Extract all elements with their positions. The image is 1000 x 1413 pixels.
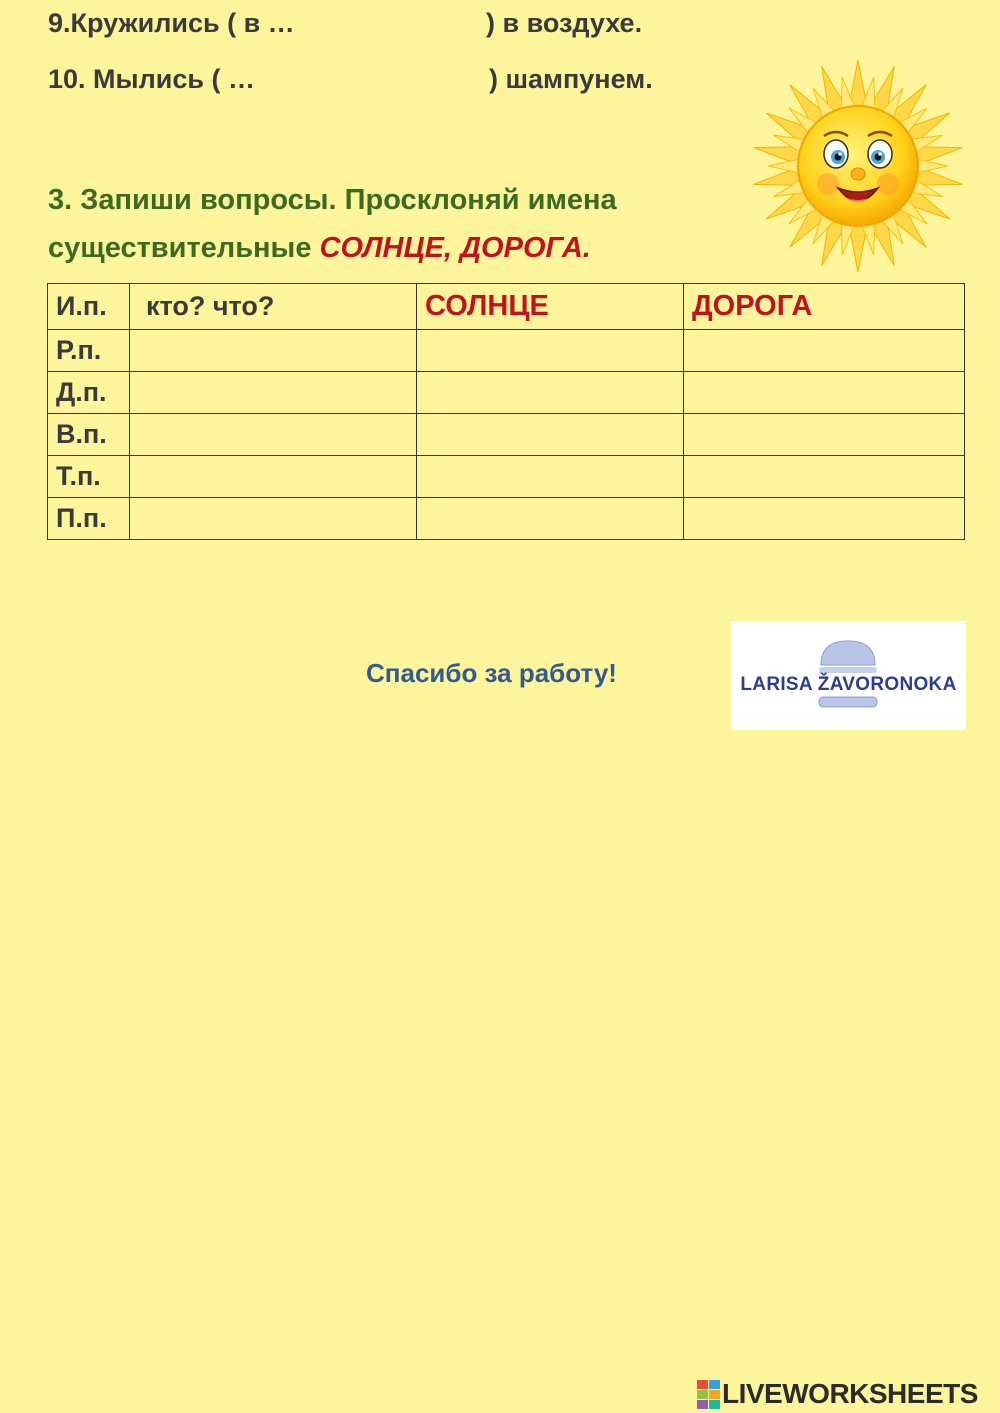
answer-cell-question[interactable] — [130, 372, 417, 414]
noun-header-doroga: ДОРОГА — [684, 284, 965, 330]
answer-cell-question[interactable] — [130, 414, 417, 456]
answer-cell-solntse[interactable] — [417, 330, 684, 372]
case-label: П.п. — [48, 498, 130, 540]
sun-icon — [750, 58, 966, 274]
table-row — [48, 330, 965, 372]
table-header-row — [48, 284, 965, 330]
answer-cell-doroga[interactable] — [684, 456, 965, 498]
answer-cell-solntse[interactable] — [417, 456, 684, 498]
answer-cell-doroga[interactable] — [684, 330, 965, 372]
exercise-line-9-right: ) в воздухе. — [486, 8, 643, 38]
answer-cell-doroga[interactable] — [684, 372, 965, 414]
exercise-line-10-right: ) шампунем. — [489, 64, 653, 94]
case-label: В.п. — [48, 414, 130, 456]
answer-cell-doroga[interactable] — [684, 498, 965, 540]
answer-cell-question[interactable] — [130, 456, 417, 498]
answer-cell-solntse[interactable] — [417, 372, 684, 414]
table-row — [48, 498, 965, 540]
declension-table — [47, 283, 965, 540]
exercise-line-10-left: 10. Мылись ( … — [48, 64, 255, 94]
liveworksheets-logo-icon — [697, 1380, 720, 1409]
table-row — [48, 372, 965, 414]
liveworksheets-brand-text: LIVEWORKSHEETS — [722, 1378, 978, 1409]
answer-cell-solntse[interactable] — [417, 414, 684, 456]
question-cell: кто? что? — [130, 284, 417, 330]
exercise-line-9-left: 9.Кружились ( в … — [48, 8, 295, 38]
case-label: Р.п. — [48, 330, 130, 372]
table-row — [48, 414, 965, 456]
task-title-line1: 3. Запиши вопросы. Просклоняй имена — [48, 184, 617, 216]
table-row — [48, 456, 965, 498]
author-logo — [731, 621, 966, 730]
task-title-line2 — [48, 224, 617, 272]
answer-cell-solntse[interactable] — [417, 498, 684, 540]
liveworksheets-logo[interactable] — [697, 1378, 978, 1410]
author-logo-text: LARISA ŽAVORONOKA — [740, 674, 957, 695]
case-label: Т.п. — [48, 456, 130, 498]
task-title-text: существительные — [48, 232, 320, 264]
answer-cell-question[interactable] — [130, 498, 417, 540]
noun-header-solntse: СОЛНЦЕ — [417, 284, 684, 330]
task-title — [48, 176, 617, 272]
case-label: Д.п. — [48, 372, 130, 414]
task-title-emphasis: СОЛНЦЕ, ДОРОГА. — [319, 232, 591, 264]
answer-cell-doroga[interactable] — [684, 414, 965, 456]
answer-cell-question[interactable] — [130, 330, 417, 372]
case-label-nominative: И.п. — [48, 284, 130, 330]
thanks-message: Спасибо за работу! — [366, 658, 617, 688]
